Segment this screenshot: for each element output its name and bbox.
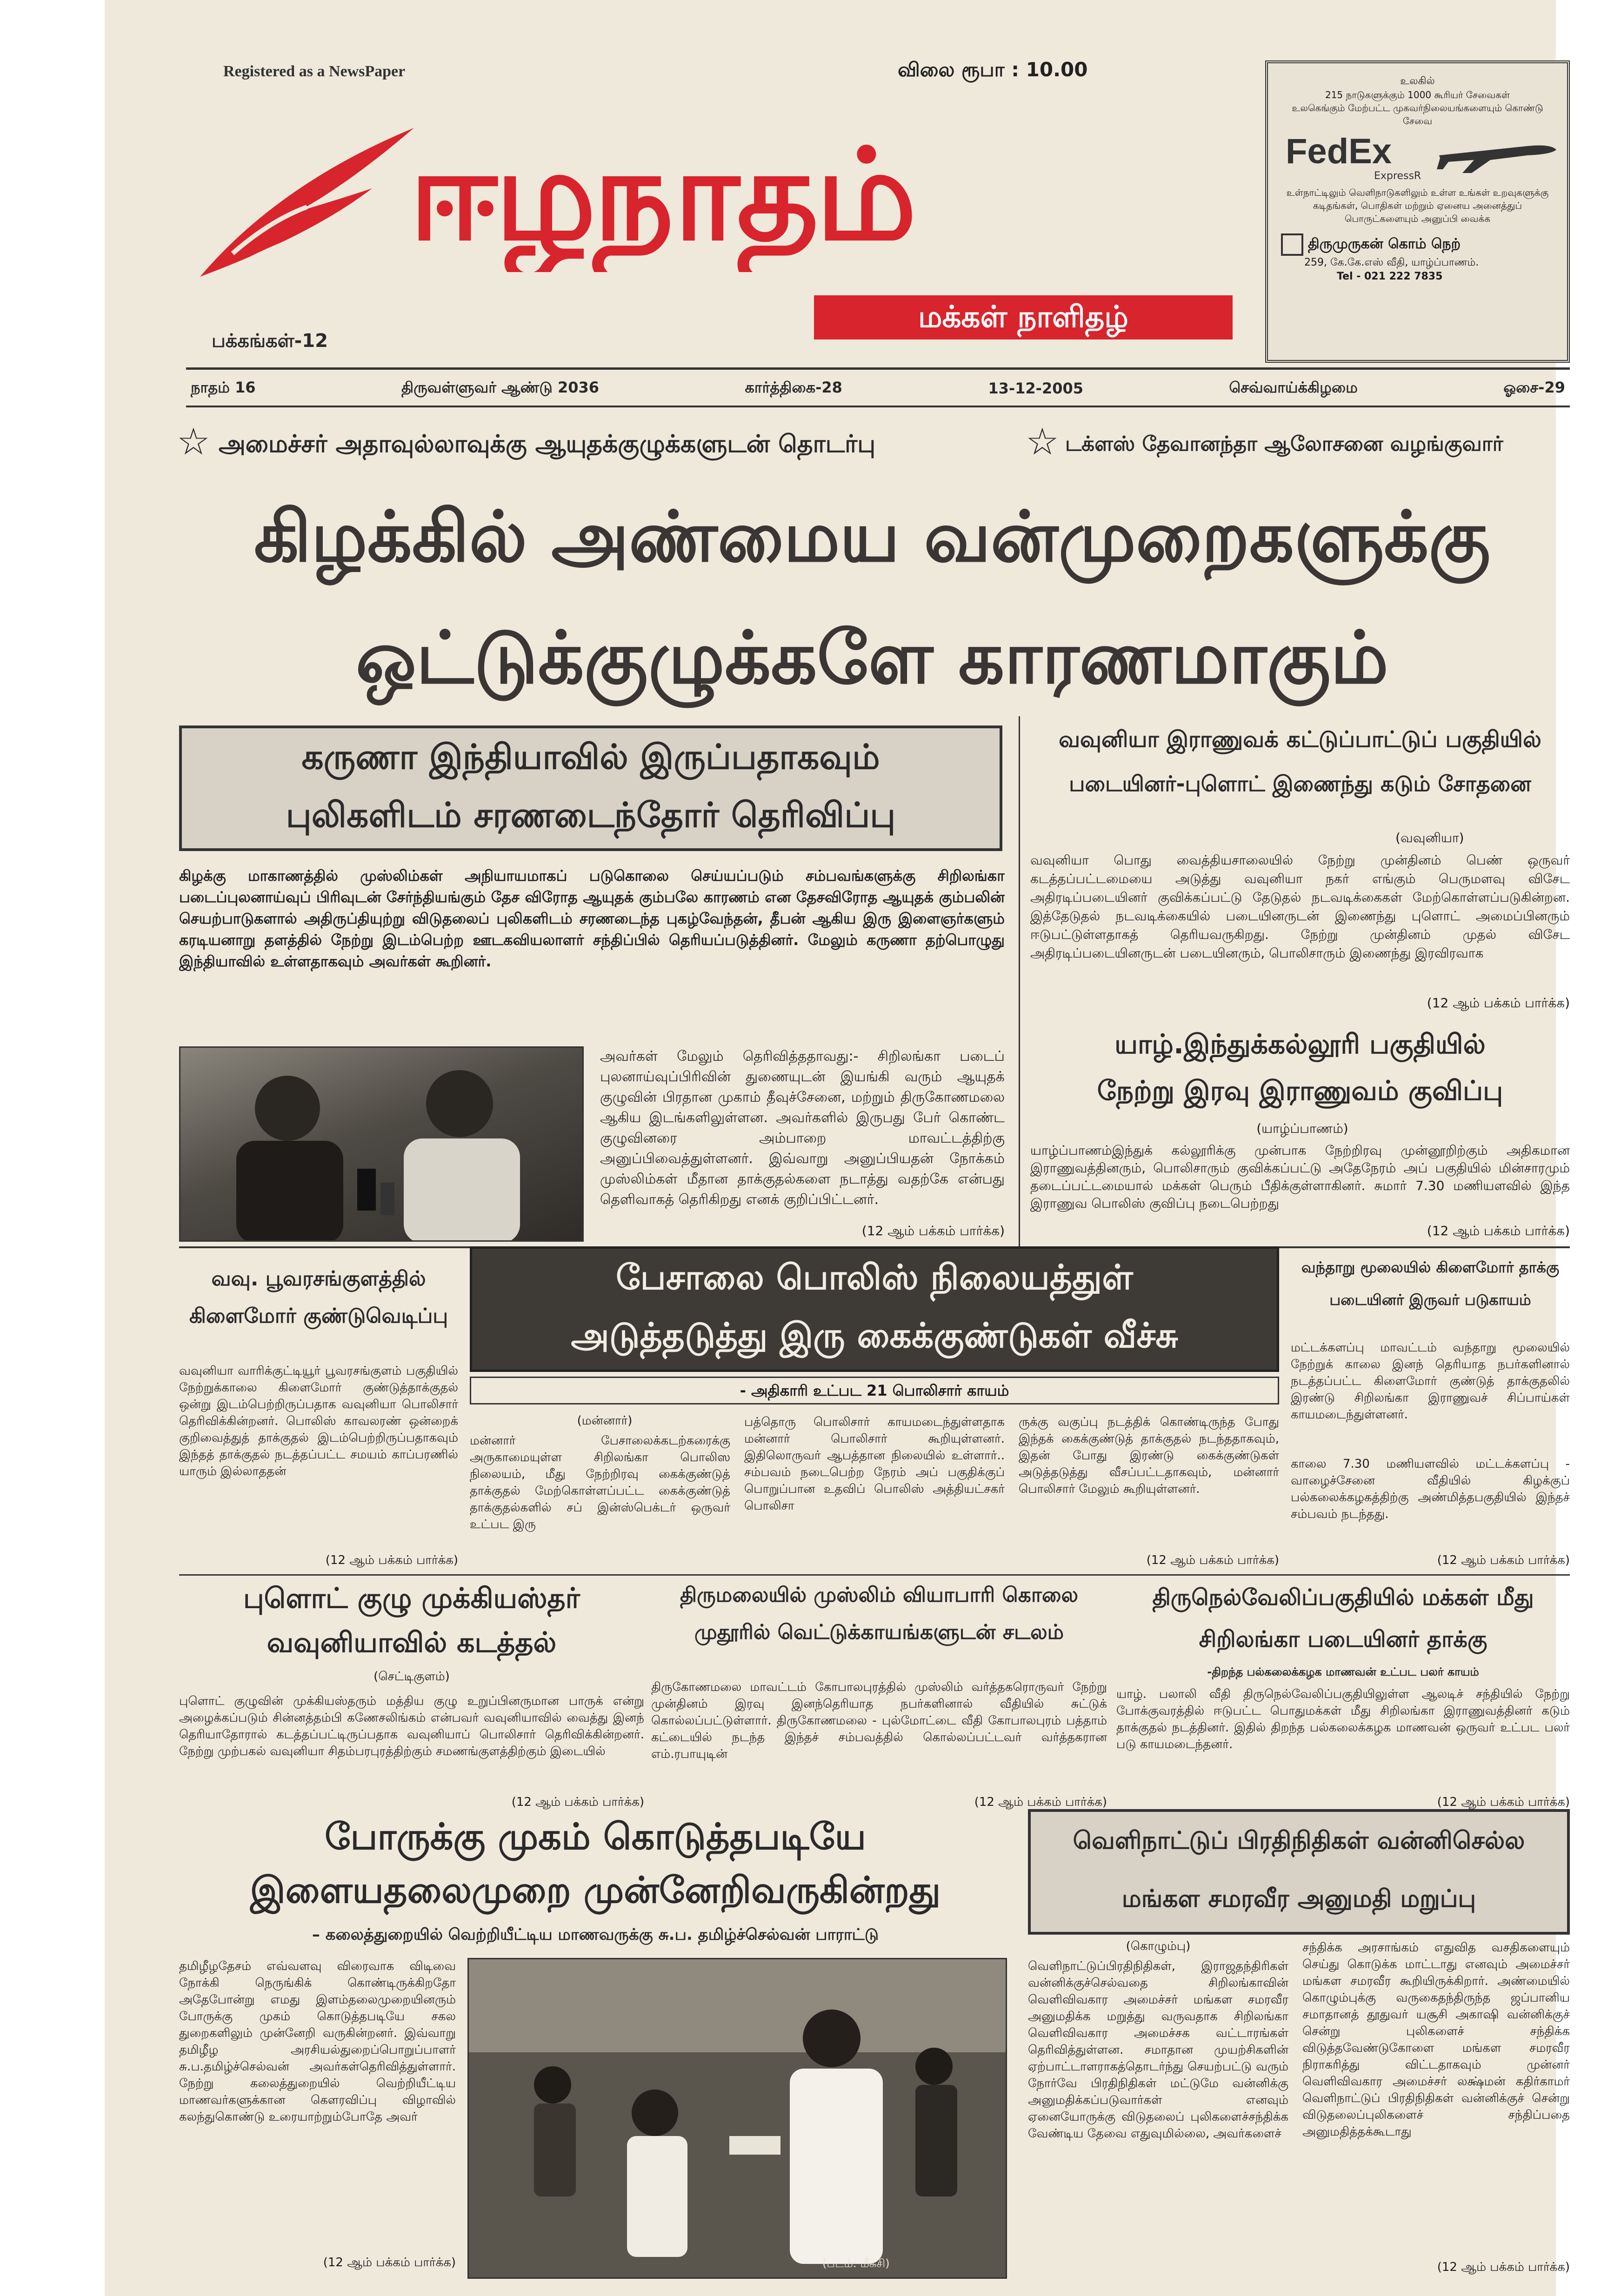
fedex-brand-sub: ExpressR [1374,170,1421,182]
vavuniya-headline-1: வவுனியா இராணுவக் கட்டுப்பாட்டுப் பகுதியில் [1059,726,1541,752]
ad-address: 259, கே.கே.எஸ் வீதி, யாழ்ப்பாணம். [1304,257,1479,268]
pesalai-col2: பத்தொரு பொலிசார் காயமடைந்துள்ளதாக மன்னார் பொலிசார் கூறியுள்ளனர். இதிலொருவர் ஆபத்தான நிலையில் உள்ளார்.. சம்பவம் நடைபெற்ற நேரம் அப் பகுதிக்குப் பொறுப்பான உதவிப் பொலிஸ் அத்தியட்சகர் பொலிசா [744,1415,1005,1513]
photo-caption: (படம்: மீசுசி) [822,2257,890,2270]
pesalai-headline-2: அடுத்தடுத்து இரு கைக்குண்டுகள் வீச்சு [571,1316,1178,1356]
plote-headline-1: புளொட் குழு முக்கியஸ்தர் [243,1582,580,1615]
lead-subhead-2: புலிகளிடம் சரணடைந்தோர் தெரிவிப்பு [286,795,896,835]
pesalai-continued: (12 ஆம் பக்கம் பார்க்க) [1146,1553,1279,1567]
lead-continued: (12 ஆம் பக்கம் பார்க்க) [861,1223,1005,1238]
ad-line-2: 215 நாடுகளுக்கும் 1000 கூரியர் சேவைகள் [1325,89,1510,100]
vantharumoolai-headline-1: வந்தாறு மூலையில் கிளைமோர் தாக்கு [1301,1258,1560,1276]
date-strip [186,372,1570,405]
airplane-icon [1434,127,1560,174]
vantharumoolai-body2: காலை 7.30 மணியளவில் மட்டக்களப்பு - வாழைச்சேனை வீதியில் கிழக்குப் பல்கலைக்கழகத்திற்கு அண்மித்தபகுதியில் இந்தச் சம்பவம் நடந்தது. [1291,1457,1570,1521]
jaffna-body: யாழ்ப்பாணம்இந்துக் கல்லூரிக்கு முன்பாக நேற்றிரவு முன்னூறிற்கும் அதிகமான இராணுவத்தினரும், பொலிசாரும் குவிக்கப்பட்டு அதேநேரம் அப் பகுதியில் மின்சாரமும் தடைப்பட்டமையால் மக்கள் பெரும் பீதிக்குள்ளாகினர். சுமார் 7.30 மணியளவில் இந்த இராணுவ பொலிஸ் குவிப்பு நடைபெற்றது [1030,1143,1570,1211]
youth-headline-1: போருக்கு முகம் கொடுத்தபடியே [325,1816,866,1858]
kicker-right: டக்ளஸ் தேவானந்தா ஆலோசனை வழங்குவார் [1065,432,1503,456]
osai-no: ஓசை-29 [1503,379,1565,396]
column-divider [1019,716,1020,1246]
masthead-title: ஈழநாதம் [409,122,914,268]
issue-day: செவ்வாய்க்கிழமை [1229,379,1358,396]
vavuniya-body: வவுனியா பொது வைத்தியசாலையில் நேற்று முன்தினம் பெண் ஒருவர் கடத்தப்பட்டமையை அடுத்து வவுனியா நகர் எங்கும் பெருமளவு விசேட அதிரடிப்படையினர் குவிக்கப்பட்டு தேடுதல் நடவடிக்கைகள் மேற்கொள்ளப்படுகின்றன. இத்தேடுதல் நடவடிக்கையில் படையினருடன் இணைந்து புளொட் அமைப்பினரும் ஈடுபட்டுள்ளதாகத் தெரியவருகிறது. நேற்று முன்தினம் முதல் விசேட அதிரடிப்படையினருடன் படையினரும், பொலிசாரும் இணைந்து இரவிரவாக [1030,852,1570,961]
lead-subhead-box [179,725,1002,851]
trinco-body: திருகோணமலை மாவட்டம் கோபாலபுரத்தில் முஸ்லிம் வர்த்தகரொருவர் நேற்று முன்தினம் இரவு இனந்தெரியாத நபர்களினால் வீதியில் சுட்டுக் கொல்லப்பட்டுள்ளார். திருகோணமலை - புல்மோட்டை வீதி கோபாலபுரம் பத்தாம் கட்டையில் நடந்த இந்தச் சம்பவத்தில் கொல்லப்பட்டவர் வர்த்தகரான எம்.ரபாயுடின் [651,1680,1107,1761]
vavuniya-continued: (12 ஆம் பக்கம் பார்க்க) [1427,995,1570,1011]
jaffna-headline-2: நேற்று இரவு இராணுவம் குவிப்பு [1097,1075,1503,1106]
trinco-headline-2: முதூரில் வெட்டுக்காயங்களுடன் சடலம் [694,1620,1064,1644]
lead-photo [179,1046,584,1242]
envoys-continued: (12 ஆம் பக்கம் பார்க்க) [1437,2260,1570,2274]
award-photo [467,1958,1007,2279]
dateline-top-rule [186,367,1570,370]
masthead-logo-swoosh [195,119,428,286]
ad-line-1: உலகில் [1400,75,1435,87]
lead-headline-2: ஒட்டுக்குழுக்களே காரணமாகும் [355,616,1389,700]
youth-continued: (12 ஆம் பக்கம் பார்க்க) [323,2256,456,2269]
youth-subline: – கலைத்துறையில் வெற்றியீட்டிய மாணவருக்கு சு.ப. தமிழ்ச்செல்வன் பாராட்டு [312,1925,879,1944]
trinco-headline-1: திருமலையில் முஸ்லிம் வியாபாரி கொலை [680,1583,1079,1607]
section-rule [179,1574,1570,1576]
thirunelveli-subline: -திறந்த பல்கலைக்கழக மாணவன் உட்பட பலர் காயம் [1207,1665,1479,1678]
masthead-subtitle: மக்கள் நாளிதழ் [814,295,1233,339]
vavuniya-headline-2: படையினர்-புளொட் இணைந்து கடும் சோதனை [1069,771,1531,796]
thirunelveli-continued: (12 ஆம் பக்கம் பார்க்க) [1437,1795,1570,1809]
envoys-headline-box [1028,1809,1570,1935]
lead-subhead-1: கருணா இந்தியாவில் இருப்பதாகவும் [301,737,880,777]
ad-line-3: உலகெங்கும் மேற்பட்ட முகவர்நிலையங்களையும் கொண்டு சேவை [1292,102,1543,126]
plote-body: புளொட் குழுவின் முக்கியஸ்தரும் மத்திய குழு உறுப்பினருமான பாருக் என்று அழைக்கப்படும் சின்னத்தம்பி கணேசலிங்கம் என்பவர் வவுனியாவில் வைத்து இனந் தெரியாதோரால் கடத்தப்பட்டிருப்பதாக வவுனியாப் பொலிசார் தெரிவிக்கின்றனர். நேற்று முற்பகல் வவுனியா சிதம்பரபுரத்திற்கும் சமணங்குளத்திற்கும் இடையில் [179,1694,644,1758]
youth-headline-2: இளையதலைமுறை முன்னேறிவருகின்றது [250,1870,941,1911]
envoys-col1: வெளிநாட்டுப்பிரதிநிதிகள், இராஜதந்திரிகள் வன்னிக்குச்செல்வதை சிறிலங்காவின் வெளிவிவகார அமைச்சர் மங்கள சமரவீர அனுமதிக்க மறுத்து வருவதாக சிறிலங்கா வெளிவிவகார அமைச்சக வட்டாரங்கள் தெரிவித்துள்ளன. சமாதான முயற்சிகளின் ஏற்பாட்டாளராகத்தொடர்ந்து செயற்பட்டு வரும் நோர்வே பிரதிநிதிகள் மட்டுமே வன்னிக்கு அனுமதிக்கப்படுவார்கள் எனவும் ஏனையோருக்கு விடுதலைப் புலிகளைச்சந்திக்க வேண்டிய தேவை எதுவுமில்லை, அவர்களைச் [1028,1959,1288,2141]
fedex-brand: FedEx [1286,132,1392,171]
ad-company: திருமுருகன் கொம் நெற் [1308,235,1461,252]
vavuniya-dateline: (வவுனியா) [1395,830,1464,845]
jaffna-continued: (12 ஆம் பக்கம் பார்க்க) [1427,1223,1570,1238]
pesalai-col1: மன்னார் பேசாலைக்கடற்கரைக்கு அருகாமையுள்ள சிறிலங்கா பொலிஸ நிலையம், மீது நேற்றிரவு கைக்குண்டுத் தாக்குதல் மேற்கொள்ளப்பட்ட கைக்குண்டுத் தாக்குதல்களில் சப் இன்ஸ்பெக்டர் ஒருவர் உட்பட இரு [470,1434,730,1531]
youth-body: தமிழீழதேசம் எவ்வளவு விரைவாக விடிவை நோக்கி நெருங்கிக் கொண்டிருக்கிறதோ அதேபோன்று எமது இளம்தலைமுறையினரும் போருக்கு முகம் கொடுத்தபடியே சகல துறைகளிலும் முன்னேறி வருகின்றனர். இவ்வாறு தமிழீழ அரசியல்துறைப்பொறுப்பாளர் சு.ப.தமிழ்ச்செல்வன் அவர்கள்தெரிவித்துள்ளார். நேற்று கலைத்துறையில் வெற்றியீட்டிய மாணவர்களுக்கான கௌரவிப்பு விழாவில் கலந்துகொண்டு உரையாற்றும்போதே அவர் [179,1959,456,2124]
jaffna-dateline: (யாழ்ப்பாணம்) [1256,1121,1348,1136]
thirunelveli-body: யாழ். பலாலி வீதி திருநெல்வேலிப்பகுதியிலுள்ள ஆலடிச் சந்தியில் நேற்று போக்குவரத்தில் ஈடுபட்ட பொதுமக்கள் மீது சிறிலங்கா இராணுவத்தினர் கடும் தாக்குதல் நடத்தினர். இதில் திறந்த பல்கலைக்கழக மாணவன் ஒருவர் உட்பட பலர் படு காயமடைந்தனர். [1116,1687,1570,1751]
award-ceremony-photo [469,1959,1007,2279]
pesalai-dateline: (மன்னார்) [577,1414,633,1428]
pesalai-subline: - அதிகாரி உட்பட 21 பொலிசார் காயம் [470,1377,1279,1404]
plote-headline-2: வவுனியாவில் கடத்தல் [267,1626,557,1659]
vantharumoolai-continued: (12 ஆம் பக்கம் பார்க்க) [1437,1553,1570,1567]
press-conference-photo [180,1048,584,1242]
lead-headline-1: கிழக்கில் அண்மைய வன்முறைகளுக்கு [254,497,1490,578]
claymore-continued: (12 ஆம் பக்கம் பார்க்க) [325,1553,458,1567]
ad-line-4: உள்நாட்டிலும் வெளிநாடுகளிலும் உள்ள உங்கள் உறவுகளுக்கு கடிதங்கள், பொதிகள் மற்றும் ஏனைய அனைத்துப் பொருட்களையும் அனுப்பி வைக்க [1286,187,1549,224]
price-label: விலை ரூபா : 10.00 [898,58,1088,81]
pesalai-headline-box [470,1246,1279,1372]
pesalai-col3: ருக்கு வகுப்பு நடத்திக் கொண்டிருந்த போது இந்தக் கைக்குண்டுத் தாக்குதல் நடந்ததாகவும், இதன் போது இரண்டு கைக்குண்டுகள் அடுத்தடுத்து வீசப்பட்டதாகவும், மன்னார் பொலிசார் மேலும் கூறியுள்ளனர். [1019,1415,1279,1496]
pesalai-headline-1: பேசாலை பொலிஸ் நிலையத்துள் [616,1258,1133,1298]
jaffna-headline-1: யாழ்.இந்துக்கல்லூரி பகுதியில் [1114,1028,1486,1060]
dateline-bottom-rule [186,406,1570,407]
thirunelveli-headline-1: திருநெல்வேலிப்பகுதியில் மக்கள் மீது [1152,1584,1534,1611]
issue-date: 13-12-2005 [988,379,1083,397]
envoys-headline-2: மங்கள சமரவீர அனுமதி மறுப்பு [1121,1885,1476,1913]
registered-label: Registered as a NewsPaper [223,63,406,80]
vantharumoolai-headline-2: படையினர் இருவர் படுகாயம் [1329,1291,1531,1309]
claymore-body: வவுனியா வாரிக்குட்டியூர் பூவரசங்குளம் பகுதியில் நேற்றுக்காலை கிளைமோர் குண்டுத்தாக்குதல் ஒன்று இடம்பெற்றிருப்பதாக வவுனியா பொலிசார் தெரிவிக்கின்றனர். பொலிஸ் காவலரண் ஒன்றைக் குறிவைத்துத் தாக்குதல் இடம்பெற்றிருப்பதாகவும் இந்தத் தாக்குதல் நடத்தப்பட்ட சமயம் காப்பரணில் யாரும் இல்லாததன் [179,1364,458,1478]
kicker-left: அமைச்சர் அதாவுல்லாவுக்கு ஆயுதக்குழுக்களுடன் தொடர்பு [219,430,876,458]
issue-no: நாதம் 16 [191,379,256,396]
vantharumoolai-body: மட்டக்களப்பு மாவட்டம் வந்தாறு மூலையில் நேற்றுக் காலை இனந் தெரியாத நபர்களினால் நடத்தப்பட்ட கிளைமோர் குண்டுத் தாக்குதலில் இரண்டு சிறிலங்கா இராணுவச் சிப்பாய்கள் காயமடைந்துள்ளனர். [1291,1341,1570,1422]
envoys-dateline: (கொழும்பு) [1126,1939,1191,1953]
lead-body: அவர்கள் மேலும் தெரிவித்ததாவது:- சிறிலங்கா படைப் புலனாய்வுப்பிரிவின் துணையுடன் இயங்கி வரும் ஆயுதக் குழுவின் பிரதான முகாம் தீவுச்சேனை, மற்றும் திருகோணமலை ஆகிய இடங்களிலுள்ளன. அவர்களில் இருபது பேர் கொண்ட குழுவினரை அம்பாறை மாவட்டத்திற்கு அனுப்பிவைத்துள்ளனர். இவ்வாறு அனுப்பியதன் நோக்கம் முஸ்லிம்கள் மீதான தாக்குதல்களை நடாத்து வதற்கே என்பது தெளிவாகத் தெரிகிறது எனக் குறிப்பிட்டனர். [600,1048,1005,1208]
ad-tel: Tel - 021 222 7835 [1337,271,1443,282]
pages-label: பக்கங்கள்-12 [212,330,328,352]
lead-intro: கிழக்கு மாகாணத்தில் முஸ்லிம்கள் அநியாயமாகப் படுகொலை செய்யப்படும் சம்பவங்களுக்கு சிறிலங்கா படைப்புலனாய்வுப் பிரிவுடன் சேர்ந்தியங்கும் தேச விரோத ஆயுதக் கும்பலே காரணம் என தேசவிரோத ஆயுதக் கும்பலின் செயற்பாடுகளால் அதிருப்தியுற்று விடுதலைப் புலிகளிடம் சரணடைந்த புகழ்வேந்தன், தீபன் ஆகிய இரு இளைஞர்களும் கரடியனாறு தளத்தில் நேற்று இடம்பெற்ற ஊடகவியலாளர் சந்திப்பில் தெரியப்படுத்தினர். மேலும் கருணா தற்பொழுது இந்தியாவில் உள்ளதாகவும் அவர்கள் கூறினர். [179,867,1005,970]
thiruvalluvar-year: திருவள்ளுவர் ஆண்டு 2036 [401,379,599,396]
plote-continued: (12 ஆம் பக்கம் பார்க்க) [511,1795,644,1809]
claymore-headline-2: கிளைமோர் குண்டுவெடிப்பு [189,1304,448,1328]
star-icon: ☆ [177,420,210,463]
envoys-headline-1: வெளிநாட்டுப் பிரதிநிதிகள் வன்னிசெல்ல [1073,1827,1525,1855]
tamil-date: கார்த்திகை-28 [745,379,842,396]
company-logo-icon [1281,233,1303,256]
thirunelveli-headline-2: சிறிலங்கா படையினர் தாக்கு [1199,1626,1488,1652]
claymore-headline-1: வவு. பூவரசங்குளத்தில் [211,1267,426,1291]
star-icon: ☆ [1026,420,1059,463]
trinco-continued: (12 ஆம் பக்கம் பார்க்க) [974,1795,1107,1809]
fedex-ad [1265,60,1570,363]
envoys-col2: சந்திக்க அரசாங்கம் எதுவித வசதிகளையும் செய்து கொடுக்க மாட்டாது எனவும் அமைச்சர் மங்கள சமரவீர கூறியிருக்கிறார். அண்மையில் கொழும்புக்கு வருகைதந்திருந்த ஜப்பானிய சமாதானத் தூதுவர் யசூசி அகாஷி வன்னிக்குச் சென்று புலிகளைச் சந்திக்க விடுத்தவேண்டுகோளை மங்கள சமரவீர நிராகரித்து விட்டதாகவும் முன்னர் வெளிவிவகார அமைச்சர் லக்ஷ்மன் கதிர்காமர் வெளிநாட்டுப் பிரதிநிதிகள் வன்னிக்குச் சென்று விடுதலைப்புலிகளைச் சந்திப்பதை அனுமதித்தக்கூடாது [1302,1941,1570,2139]
plote-dateline: (செட்டிகுளம்) [374,1670,450,1684]
